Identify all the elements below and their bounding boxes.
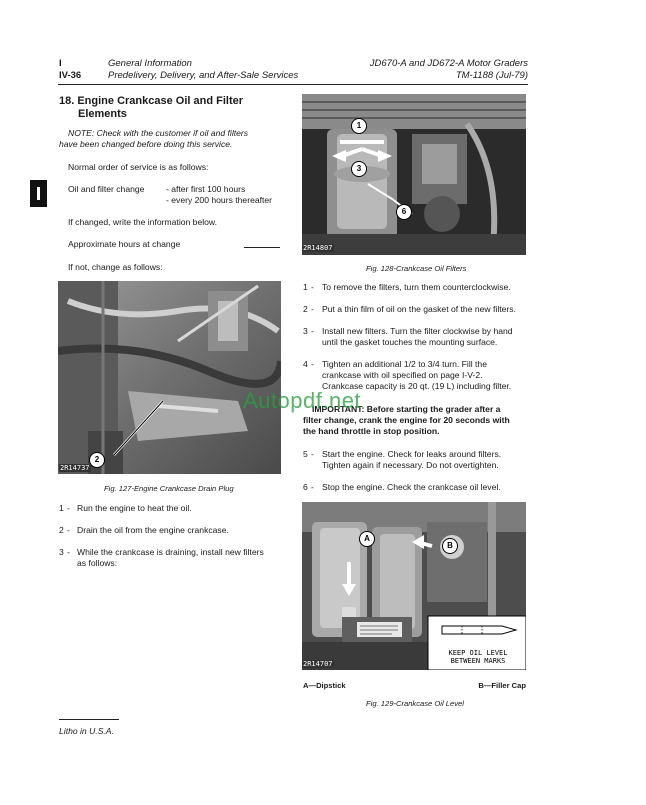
fig-127-photo-number: 2R14737 <box>60 464 90 472</box>
fig-129-caption: Fig. 129-Crankcase Oil Level <box>366 699 464 708</box>
right-step-5-text-2: Tighten again if necessary. Do not overtighten. <box>322 460 499 470</box>
fig-128-callout-1: 1 <box>351 118 367 134</box>
approx-hours-label: Approximate hours at change <box>68 239 181 249</box>
note-line-1: NOTE: Check with the customer if oil and filters <box>68 128 249 138</box>
right-step-4-text-1: Tighten an additional 1/2 to 3/4 turn. Fill the <box>322 359 487 369</box>
left-step-3-text-2: as follows: <box>77 558 118 568</box>
right-step-2-text: Put a thin film of oil on the gasket of the new filters. <box>322 304 516 314</box>
right-step-1-number: 1 <box>303 282 308 292</box>
fig-128-photo <box>302 94 526 255</box>
important-line-3: the hand throttle in stop position. <box>303 426 440 436</box>
right-step-5-number: 5 <box>303 449 308 459</box>
fig-127-caption: Fig. 127-Engine Crankcase Drain Plug <box>104 484 234 493</box>
right-step-3-text-2: until the gasket touches the mounting surface. <box>322 337 498 347</box>
right-step-1-text: To remove the filters, turn them counterclockwise. <box>322 282 511 292</box>
fig-128-callout-6: 6 <box>396 204 412 220</box>
fig-128-photo-number: 2R14807 <box>303 244 333 252</box>
manual-page: I IV-36 General Information Predelivery, Delivery, and After-Sale Services JD670-A and JD672-A Motor Graders TM-1188 (Jul-79) 18. Engine Crankcase Oil and Filter Elements NOTE: Check with the customer if oil and filters have been changed before doing this service. Normal order of service is as follows: Oil and filter change - after first 100 hours - every 200 hours thereafter If changed, write the information below. Approximate hours at change If not, change as follows: 2 2R14737 Fig. 127-Engine Crankcase Drain Plug 1 - Run the engine to heat the oil. 2 - Drain the oil from the engine crankcase. 3 - While the crankcase is draining, install new filters as follows: 1 3 6 2R14807 Fig. 128-Crankcase Oil Filters 1 - To remove the filters, turn them counterclockwise. 2 - Put a thin film of oil on the gasket of the new filters. 3 - Install new filters. Turn the filter clockwise by hand until the gasket touches the mounting surface. 4 - Tighten an additional 1/2 to 3/4 turn. Fill the crankcase with oil specified on page I-V-2. Crankcase capacity is 20 qt. (19 L) including filter. IMPORTANT: Before starting the grader after a filter change, crank the engine for 20 seconds with the hand throttle in stop position. 5 - Start the engine. Check for leaks around filters. Tighten again if necessary. Do not overtighten. 6 - Stop the engine. Check the crankcase oil level. A B KEEP OIL LEVEL BETWEEN MARKS 2R14707 A—Dipstick B—Filler Cap Fig. 129-Crankcase Oil Level Autopdf.net Litho in U.S.A. <box>0 0 646 805</box>
left-step-1-text: Run the engine to heat the oil. <box>77 503 192 513</box>
change-label: Oil and filter change <box>68 184 145 194</box>
header-manual-id: TM-1188 (Jul-79) <box>455 70 528 81</box>
right-step-5-text-1: Start the engine. Check for leaks around filters. <box>322 449 502 459</box>
header-topic: General Information <box>108 58 192 69</box>
right-step-4-number: 4 <box>303 359 308 369</box>
right-step-3-number: 3 <box>303 326 308 336</box>
footer-text: Litho in U.S.A. <box>59 726 114 736</box>
right-step-4-text-2: crankcase with oil specified on page I-V-2. <box>322 370 483 380</box>
fig-128-caption: Fig. 128-Crankcase Oil Filters <box>366 264 467 273</box>
right-step-2-number: 2 <box>303 304 308 314</box>
fig-127-photo <box>58 281 281 474</box>
fig-129-photo <box>302 502 526 670</box>
left-step-3-text-1: While the crankcase is draining, install new filters <box>77 547 264 557</box>
left-step-3-number: 3 <box>59 547 64 557</box>
section-number: I <box>59 58 62 69</box>
right-step-6-number: 6 <box>303 482 308 492</box>
note-line-2: have been changed before doing this service. <box>59 139 233 149</box>
header-rule <box>58 84 528 85</box>
footer-rule <box>59 719 119 720</box>
left-step-2-number: 2 <box>59 525 64 535</box>
fig-129-callout-a: A <box>359 531 375 547</box>
important-line-2: filter change, crank the engine for 20 seconds with <box>303 415 510 425</box>
important-line-1: IMPORTANT: Before starting the grader after a <box>312 404 501 414</box>
right-step-3-text-1: Install new filters. Turn the filter clockwise by hand <box>322 326 513 336</box>
normal-order-text: Normal order of service is as follows: <box>68 162 209 172</box>
section-tab-marker <box>30 180 47 207</box>
dipstick-inset-label: KEEP OIL LEVEL BETWEEN MARKS <box>448 649 508 665</box>
if-not-text: If not, change as follows: <box>68 262 163 272</box>
change-first: - after first 100 hours <box>166 184 246 194</box>
left-step-1-number: 1 <box>59 503 64 513</box>
fig-129-photo-number: 2R14707 <box>303 660 333 668</box>
header-model: JD670-A and JD672-A Motor Graders <box>369 58 528 69</box>
if-changed-text: If changed, write the information below. <box>68 217 218 227</box>
page-number: IV-36 <box>59 70 82 81</box>
section-title: 18. Engine Crankcase Oil and Filter Elements <box>59 95 244 120</box>
right-step-6-text: Stop the engine. Check the crankcase oil level. <box>322 482 501 492</box>
label-b-filler-cap: B—Filler Cap <box>478 681 526 690</box>
change-every: - every 200 hours thereafter <box>166 195 273 205</box>
watermark: Autopdf.net <box>243 388 362 413</box>
label-a-dipstick: A—Dipstick <box>303 681 346 690</box>
hours-blank-line <box>244 247 280 248</box>
header-subtopic: Predelivery, Delivery, and After-Sale Services <box>108 70 299 81</box>
right-step-4-text-3: Crankcase capacity is 20 qt. (19 L) including filter. <box>322 381 512 391</box>
fig-128-callout-3: 3 <box>351 161 367 177</box>
fig-129-callout-b: B <box>442 538 458 554</box>
fig-127-callout-2: 2 <box>89 452 105 468</box>
left-step-2-text: Drain the oil from the engine crankcase. <box>77 525 229 535</box>
